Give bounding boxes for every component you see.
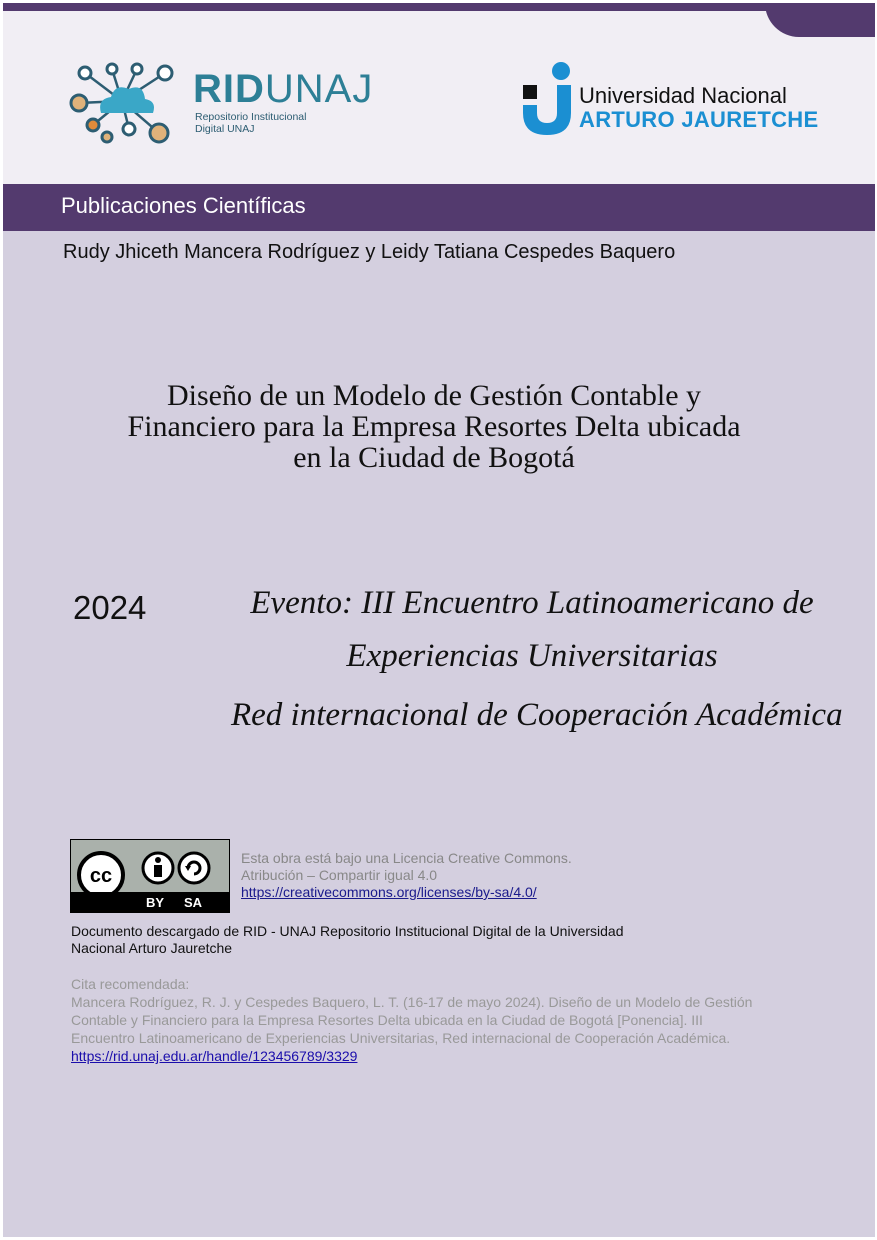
unaj-logo-icon <box>521 61 573 137</box>
event-line1: Evento: III Encuentro Latinoamericano de <box>250 585 814 621</box>
header <box>3 3 875 184</box>
download-notice <box>71 923 711 957</box>
recommended-citation <box>71 975 831 1065</box>
rid-network-cloud-icon <box>67 61 177 145</box>
rid-wordmark <box>193 69 373 109</box>
banner-label: Publicaciones Científicas <box>61 193 306 218</box>
rid-sub-line1: Repositorio Institucional <box>195 111 307 123</box>
download-line2: Nacional Arturo Jauretche <box>71 940 233 956</box>
license-text <box>241 850 572 901</box>
citation-line3: Encuentro Latinoamericano de Experiencias Universitarias, Red internacional de Cooperación Académica. <box>71 1030 731 1046</box>
download-line1: Documento descargado de RID - UNAJ Repositorio Institucional Digital de la Universidad <box>71 923 624 939</box>
section-banner <box>3 184 875 231</box>
corner-tab <box>765 3 875 37</box>
top-stripe <box>3 3 875 11</box>
title-line3: en la Ciudad de Bogotá <box>293 441 575 474</box>
title-line1: Diseño de un Modelo de Gestión Contable y <box>166 379 702 412</box>
cc-by-label: BY <box>146 895 165 910</box>
citation-line2: Contable y Financiero para la Empresa Resortes Delta ubicada en la Ciudad de Bogotá [Ponencia]. III <box>71 1012 703 1028</box>
event-name <box>243 577 821 683</box>
network-name: Red internacional de Cooperación Académica <box>231 697 843 733</box>
cc-badge-bar <box>71 892 229 912</box>
document-page <box>3 3 875 1237</box>
citation-line1: Mancera Rodríguez, R. J. y Cespedes Baquero, L. T. (16-17 de mayo 2024). Diseño de un Modelo de Gestión <box>71 994 753 1010</box>
rid-sub-line2: Digital UNAJ <box>195 123 255 135</box>
license-line1: Esta obra está bajo una Licencia Creative Commons. <box>241 850 572 866</box>
citation-link[interactable]: https://rid.unaj.edu.ar/handle/123456789/3329 <box>71 1048 358 1064</box>
svg-text:cc: cc <box>89 865 113 887</box>
publication-year: 2024 <box>73 589 147 626</box>
license-line2: Atribución – Compartir igual 4.0 <box>241 867 438 883</box>
rid-bold: RID <box>193 67 265 111</box>
unaj-name-line1: Universidad Nacional <box>579 83 787 108</box>
event-line2: Experiencias Universitarias <box>346 638 718 674</box>
license-link[interactable]: https://creativecommons.org/licenses/by-sa/4.0/ <box>241 884 537 900</box>
cc-license-badge[interactable] <box>70 839 230 913</box>
cc-by-sa-icon <box>71 840 229 892</box>
unaj-name-line2: ARTURO JAURETCHE <box>579 107 819 132</box>
document-title <box>43 380 825 473</box>
citation-heading: Cita recomendada: <box>71 976 190 992</box>
rid-light: UNAJ <box>264 67 374 111</box>
rid-subtitle <box>195 111 306 135</box>
title-line2: Financiero para la Empresa Resortes Delta ubicada <box>127 410 741 443</box>
cc-sa-label: SA <box>184 895 203 910</box>
authors: Rudy Jhiceth Mancera Rodríguez y Leidy Tatiana Cespedes Baquero <box>63 241 676 263</box>
